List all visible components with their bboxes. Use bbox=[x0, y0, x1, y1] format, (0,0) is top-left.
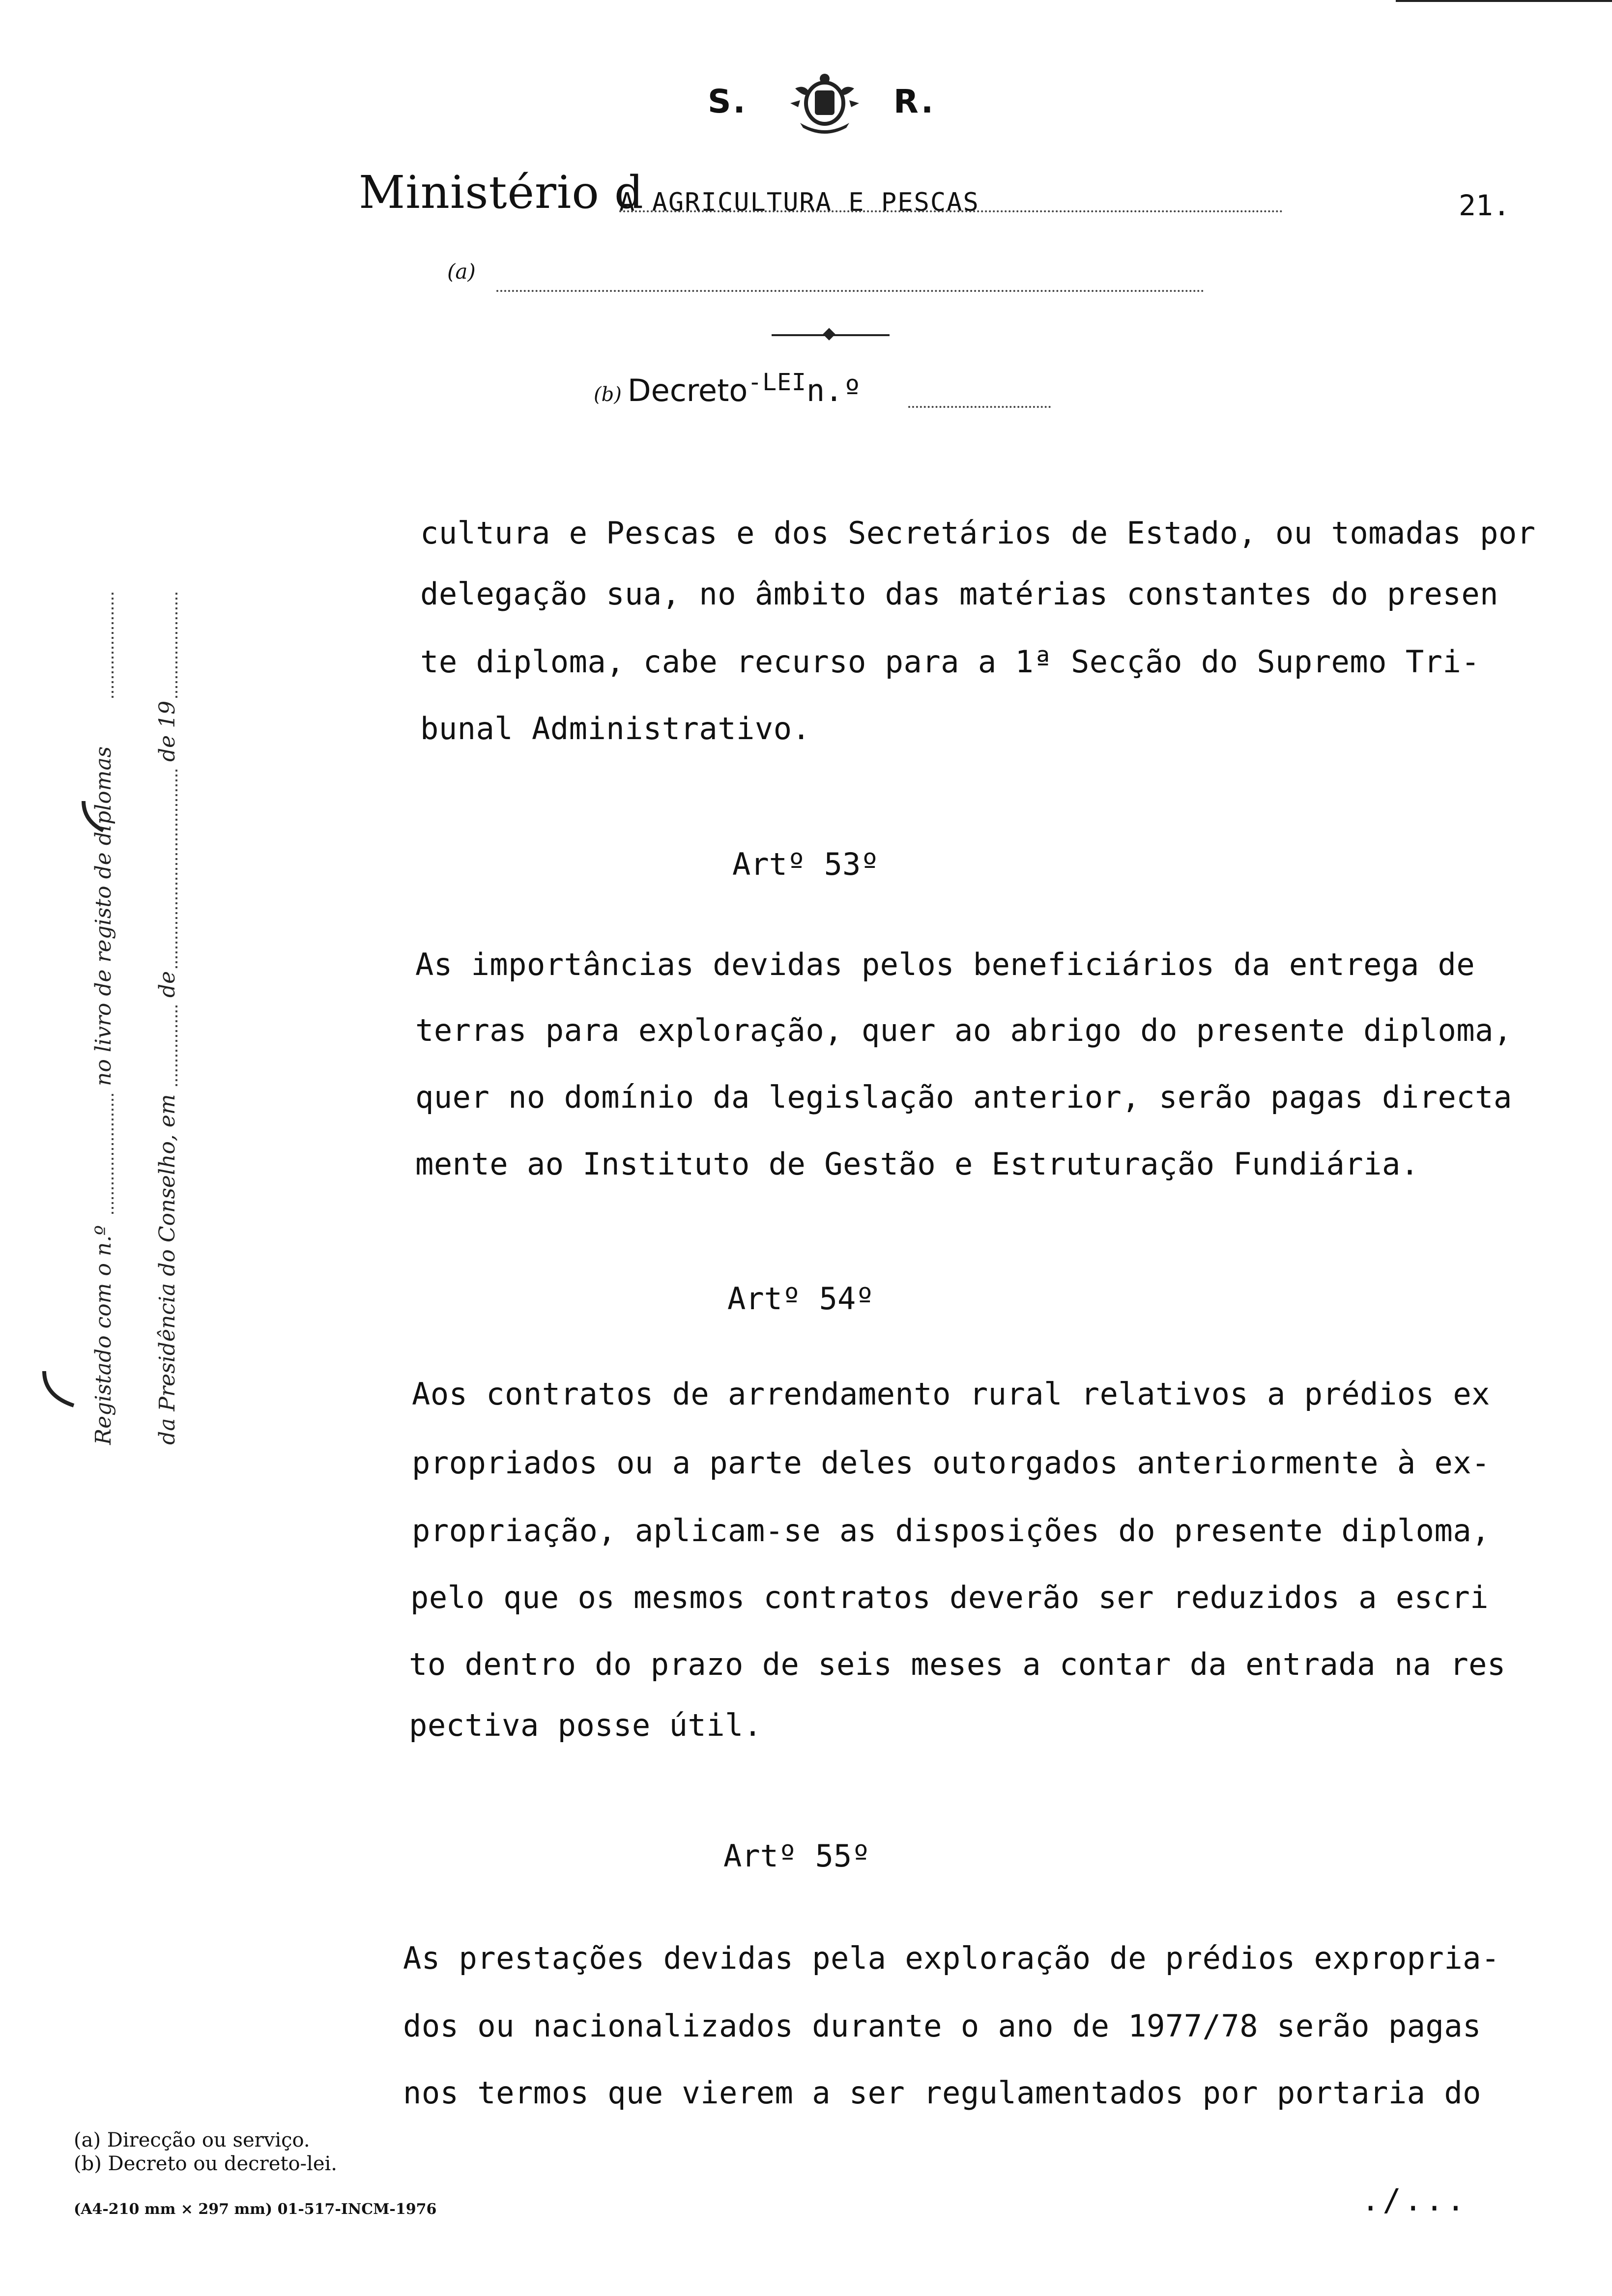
decree-line bbox=[594, 369, 862, 408]
direction-fill-line bbox=[496, 290, 1204, 292]
decree-type: -LEI bbox=[748, 369, 806, 396]
ministry-prefix: Ministério d bbox=[359, 166, 644, 219]
registration-margin-note bbox=[0, 0, 226, 1533]
footnote-a: (a) Direcção ou serviço. bbox=[74, 2129, 310, 2152]
article-53-line-1: As importâncias devidas pelos beneficiários da entrega de bbox=[415, 947, 1475, 982]
page-number: 21. bbox=[1459, 189, 1510, 222]
margin-line-2c: de 19 bbox=[155, 700, 180, 762]
margin-line-2b: de bbox=[155, 971, 180, 998]
article-53-line-3: quer no domínio da legislação anterior, serão pagas directa bbox=[415, 1079, 1512, 1115]
direction-marker: (a) bbox=[447, 259, 476, 284]
article-53-heading: Artº 53º bbox=[732, 846, 879, 882]
intro-line-2: delegação sua, no âmbito das matérias constantes do presen bbox=[420, 576, 1498, 612]
intro-line-4: bunal Administrativo. bbox=[420, 711, 811, 746]
article-54-line-1: Aos contratos de arrendamento rural relativos a prédios ex bbox=[412, 1376, 1490, 1412]
emblem-right-letter: R. bbox=[893, 83, 936, 120]
top-edge-line bbox=[1396, 0, 1612, 2]
article-54-line-2: propriados ou a parte deles outorgados anteriormente à ex- bbox=[412, 1445, 1490, 1481]
article-53-line-4: mente ao Instituto de Gestão e Estruturação Fundiária. bbox=[415, 1146, 1419, 1182]
article-55-line-2: dos ou nacionalizados durante o ano de 1977/78 serão pagas bbox=[403, 2008, 1481, 2044]
decree-word: Decreto bbox=[627, 373, 748, 408]
emblem-left-letter: S. bbox=[708, 83, 748, 120]
ministry-title bbox=[359, 166, 644, 219]
article-55-heading: Artº 55º bbox=[723, 1838, 870, 1874]
ministry-name: A AGRICULTURA E PESCAS bbox=[619, 188, 979, 217]
printer-imprint: (A4-210 mm × 297 mm) 01-517-INCM-1976 bbox=[74, 2201, 437, 2218]
article-54-line-4: pelo que os mesmos contratos deverão ser reduzidos a escri bbox=[410, 1579, 1489, 1615]
article-55-line-1: As prestações devidas pela exploração de prédios expropria- bbox=[403, 1940, 1500, 1976]
decree-marker: (b) bbox=[594, 383, 622, 406]
article-54-line-3: propriação, aplicam-se as disposições do presente diploma, bbox=[412, 1513, 1490, 1549]
decree-number-label: n.º bbox=[806, 373, 862, 408]
article-55-line-3: nos termos que vierem a ser regulamentados por portaria do bbox=[403, 2075, 1481, 2111]
ministry-fill-line bbox=[619, 210, 1283, 212]
article-54-heading: Artº 54º bbox=[727, 1281, 874, 1317]
intro-line-3: te diploma, cabe recurso para a 1ª Secção do Supremo Tri- bbox=[420, 644, 1480, 680]
intro-line-1: cultura e Pescas e dos Secretários de Estado, ou tomadas por bbox=[420, 515, 1536, 551]
bracket-mark-icon bbox=[44, 1371, 74, 1406]
article-54-line-6: pectiva posse útil. bbox=[409, 1707, 762, 1743]
margin-line-1b: no livro de registo de diplomas bbox=[91, 746, 116, 1086]
coat-of-arms-icon bbox=[780, 69, 869, 143]
article-54-line-5: to dentro do prazo de seis meses a contar da entrada na res bbox=[409, 1646, 1506, 1682]
decree-number-fill bbox=[908, 406, 1051, 408]
article-53-line-2: terras para exploração, quer ao abrigo do presente diploma, bbox=[415, 1012, 1512, 1048]
continuation-mark: ./... bbox=[1361, 2182, 1468, 2218]
footnote-b: (b) Decreto ou decreto-lei. bbox=[74, 2152, 338, 2175]
divider-diamond-icon bbox=[823, 328, 835, 340]
margin-line-1: Registado com o n.º bbox=[91, 1225, 116, 1445]
margin-line-2: da Presidência do Conselho, em bbox=[155, 1094, 180, 1445]
